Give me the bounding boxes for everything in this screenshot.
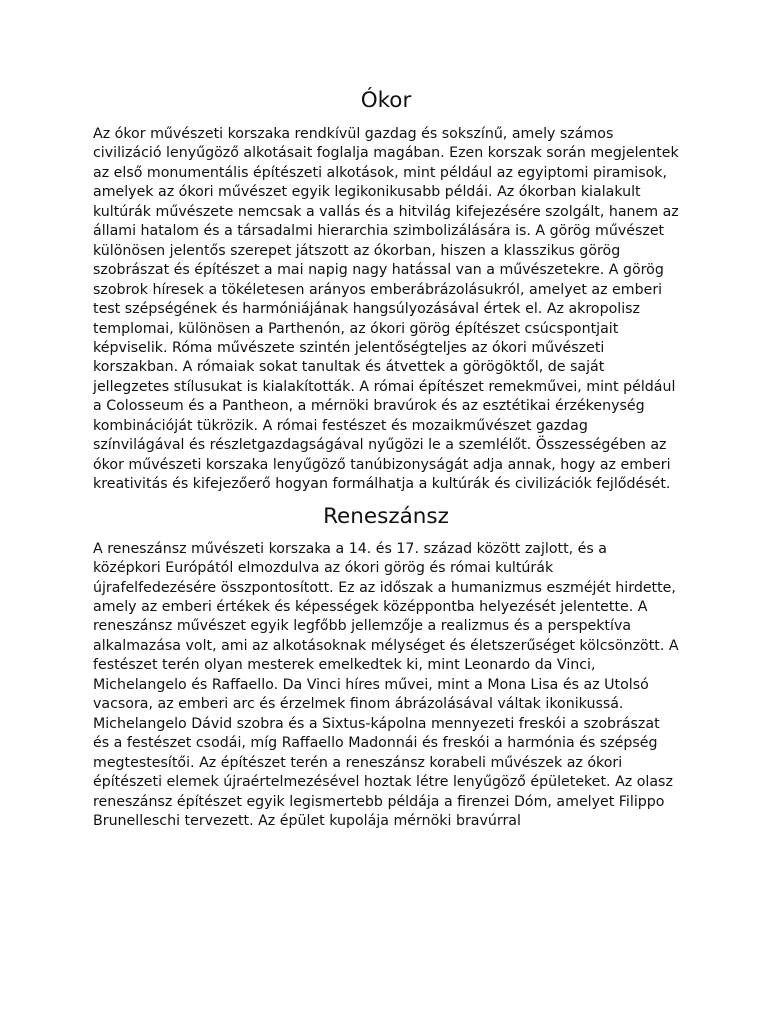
section-paragraph-reneszansz: A reneszánsz művészeti korszaka a 14. és 17. század között zajlott, és a középkori Európától elmozdulva az ókori görög és római kultúrák újrafelfedezésére összpontosított. Ez az időszak a humanizmus eszméjét hirdette, amely az emberi értékek és képességek középpontba helyezését jelentette. A reneszánsz művészet egyik legfőbb jellemzője a realizmus és a perspektíva alkalmazása volt, ami az alkotásoknak mélységet és életszerűséget kölcsönzött. A festészet terén olyan mesterek emelkedtek ki, mint Leonardo da Vinci, Michelangelo és Raffaello. Da Vinci híres művei, mint a Mona Lisa és az Utolsó vacsora, az emberi arc és érzelmek finom ábrázolásával váltak ikonikussá. Michelangelo Dávid szobra és a Sixtus-kápolna mennyezeti freskói a szobrászat és a festészet csodái, míg Raffaello Madonnái és freskói a harmónia és szépség megtestesítői. Az építészet terén a reneszánsz korabeli művészek az ókori építészeti elemek újraértelmezésével hoztak létre lenyűgöző épületeket. Az olasz reneszánsz építészet egyik legismertebb példája a firenzei Dóm, amelyet Filippo Brunelleschi tervezett. Az épület kupolája mérnöki bravúrral bbox=[93, 540, 679, 829]
section-title-okor: Ókor bbox=[360, 88, 412, 113]
section-paragraph-okor: Az ókor művészeti korszaka rendkívül gazdag és sokszínű, amely számos civilizáció lenyűgöző alkotásait foglalja magában. Ezen korszak során megjelentek az első monumentális építészeti alkotások, mint például az egyiptomi piramisok, amelyek az ókori művészet egyik legikonikusabb példái. Az ókorban kialakult kultúrák művészete nemcsak a vallás és a hitvilág kifejezésére szolgált, hanem az állami hatalom és a társadalmi hierarchia szimbolizálására is. A görög művészet különösen jelentős szerepet játszott az ókorban, hiszen a klasszikus görög szobrászat és építészet a mai napig nagy hatással van a művészetekre. A görög szobrok híresek a tökéletesen arányos emberábrázolásukról, amelyet az emberi test szépségének és harmóniájának hangsúlyozásával értek el. Az akropolisz templomai, különösen a Parthenón, az ókori görög építészet csúcspontjait képviselik. Róma művészete szintén jelentőségteljes az ókori művészeti korszakban. A rómaiak sokat tanultak és átvettek a görögöktől, de saját jellegzetes stílusukat is kialakították. A római építészet remekművei, mint például a Colosseum és a Pantheon, a mérnöki bravúrok és az esztétikai érzékenység kombinációját tükrözik. A római festészet és mozaikművészet gazdag színvilágával és részletgazdagságával nyűgözi le a szemlélőt. Összességében az ókor művészeti korszaka lenyűgöző tanúbizonyságát adja annak, hogy az emberi kreativitás és kifejezőerő hogyan formálhatja a kultúrák és civilizációk fejlődését. bbox=[93, 126, 679, 493]
section-title-reneszansz: Reneszánsz bbox=[323, 503, 449, 529]
document-page bbox=[93, 86, 679, 831]
